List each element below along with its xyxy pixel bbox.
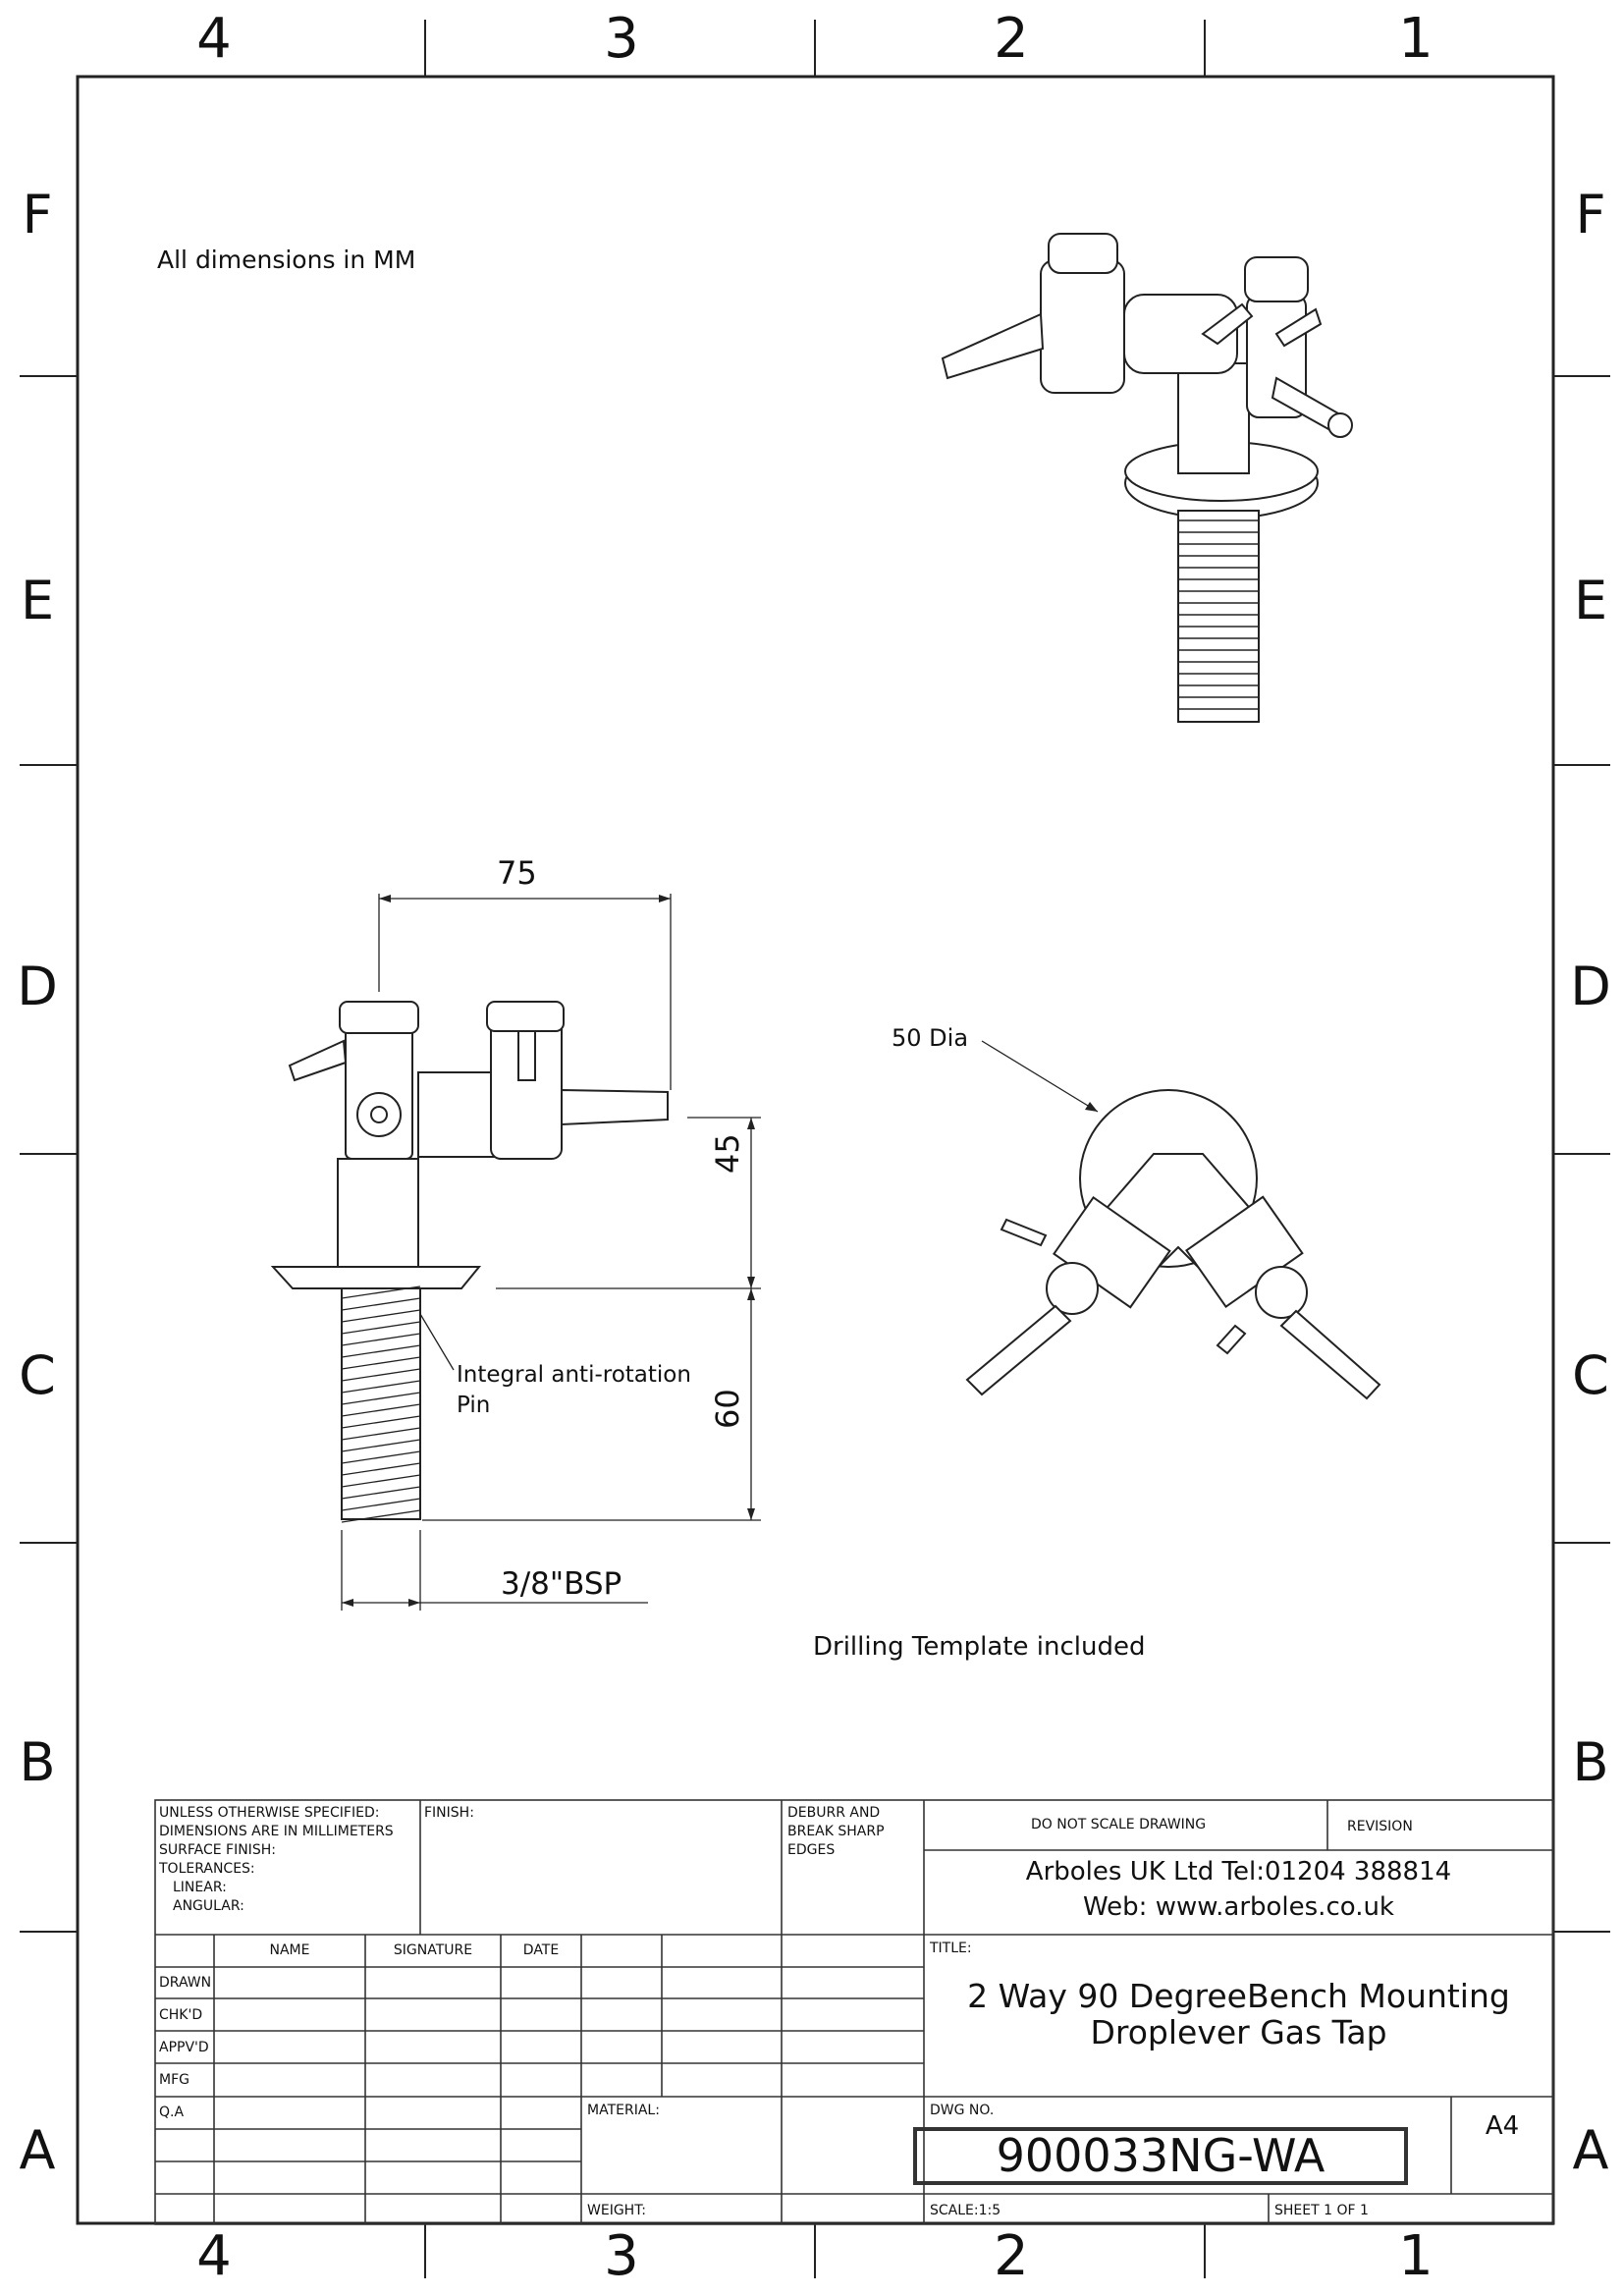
dim-flange-diameter: 50 Dia xyxy=(892,1024,969,1052)
row-label-drawn: DRAWN xyxy=(159,1975,212,1991)
zone-row-f-right: F xyxy=(1575,184,1606,246)
col-header-date: DATE xyxy=(522,1942,560,1958)
pin-callout-line1: Integral anti-rotation xyxy=(457,1362,691,1388)
spec-line-6: ANGULAR: xyxy=(173,1898,244,1914)
dwg-no-label: DWG NO. xyxy=(930,2103,995,2118)
pin-callout-line2: Pin xyxy=(457,1393,491,1418)
dim-thread-bsp: 3/8"BSP xyxy=(501,1566,622,1602)
zone-col-4-bottom: 4 xyxy=(196,2224,232,2288)
zone-row-a-left: A xyxy=(19,2119,56,2181)
zone-row-d-right: D xyxy=(1570,956,1611,1017)
zone-row-e-left: E xyxy=(20,570,55,631)
dim-width-75: 75 xyxy=(497,854,537,892)
spec-line-4: TOLERANCES: xyxy=(159,1861,255,1877)
drawing-title-line-1: 2 Way 90 DegreeBench Mounting xyxy=(967,1977,1510,2015)
finish-label: FINISH: xyxy=(424,1805,474,1821)
material-label: MATERIAL: xyxy=(587,2103,660,2118)
plan-view xyxy=(967,1090,1380,1398)
zone-col-1-bottom: 1 xyxy=(1398,2224,1434,2288)
row-label-qa: Q.A xyxy=(159,2105,185,2120)
zone-row-c-right: C xyxy=(1572,1344,1609,1406)
zone-row-f-left: F xyxy=(22,184,53,246)
spec-line-2: DIMENSIONS ARE IN MILLIMETERS xyxy=(159,1824,394,1839)
dim-height-60: 60 xyxy=(709,1389,746,1429)
do-not-scale-note: DO NOT SCALE DRAWING xyxy=(1031,1817,1207,1832)
zone-col-2-bottom: 2 xyxy=(994,2224,1029,2288)
zone-row-d-left: D xyxy=(17,956,58,1017)
units-note: All dimensions in MM xyxy=(157,246,416,274)
scale-label: SCALE:1:5 xyxy=(930,2203,1001,2218)
company-line-2: Web: www.arboles.co.uk xyxy=(1083,1892,1394,1922)
col-header-signature: SIGNATURE xyxy=(393,1942,473,1958)
plan-leader xyxy=(982,1041,1098,1112)
zone-row-a-right: A xyxy=(1572,2119,1609,2181)
zone-col-2-top: 2 xyxy=(994,7,1029,71)
zone-row-b-left: B xyxy=(19,1731,56,1793)
row-label-approved: APPV'D xyxy=(159,2040,209,2055)
deburr-line-1: DEBURR AND xyxy=(787,1805,881,1821)
zone-row-c-left: C xyxy=(19,1344,56,1406)
drilling-note: Drilling Template included xyxy=(813,1632,1146,1662)
zone-row-e-right: E xyxy=(1573,570,1608,631)
row-label-mfg: MFG xyxy=(159,2072,189,2088)
drawing-number: 900033NG-WA xyxy=(996,2129,1325,2182)
revision-label: REVISION xyxy=(1347,1819,1413,1834)
side-view xyxy=(273,1002,668,1522)
spec-line-5: LINEAR: xyxy=(173,1880,227,1895)
deburr-line-2: BREAK SHARP xyxy=(787,1824,885,1839)
zone-col-4-top: 4 xyxy=(196,7,232,71)
sheet-size: A4 xyxy=(1485,2111,1520,2141)
title-label: TITLE: xyxy=(930,1941,972,1956)
company-line-1: Arboles UK Ltd Tel:01204 388814 xyxy=(1025,1857,1452,1886)
zone-col-3-top: 3 xyxy=(604,7,639,71)
sheet-count: SHEET 1 OF 1 xyxy=(1274,2203,1369,2218)
weight-label: WEIGHT: xyxy=(587,2203,646,2218)
zone-col-1-top: 1 xyxy=(1398,7,1434,71)
deburr-line-3: EDGES xyxy=(787,1842,836,1858)
zone-row-b-right: B xyxy=(1572,1731,1609,1793)
dim-height-45: 45 xyxy=(709,1133,746,1174)
row-label-checked: CHK'D xyxy=(159,2007,203,2023)
col-header-name: NAME xyxy=(269,1942,310,1958)
zone-col-3-bottom: 3 xyxy=(604,2224,639,2288)
drawing-title-line-2: Droplever Gas Tap xyxy=(1090,2013,1387,2051)
isometric-view xyxy=(943,234,1352,722)
spec-line-1: UNLESS OTHERWISE SPECIFIED: xyxy=(159,1805,380,1821)
spec-line-3: SURFACE FINISH: xyxy=(159,1842,276,1858)
plan-leader-arrow xyxy=(1085,1102,1098,1112)
